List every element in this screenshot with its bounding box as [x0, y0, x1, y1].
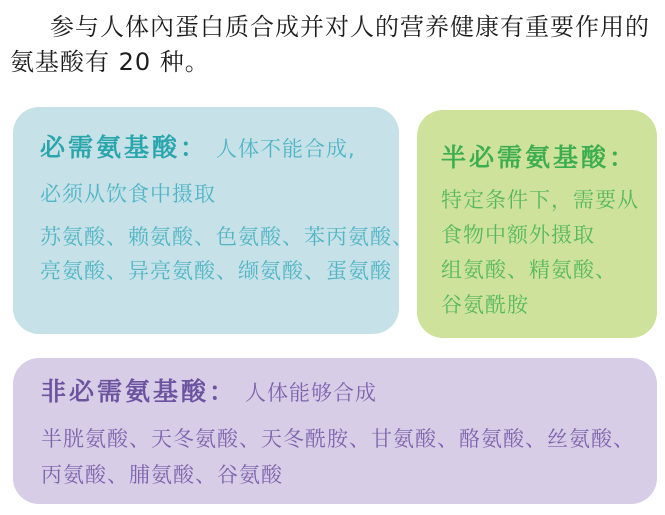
essential-card-list-line-1: 苏氨酸、赖氨酸、色氨酸、苯丙氨酸、: [40, 225, 414, 249]
non-essential-card-list-line-1: 半胱氨酸、天冬氨酸、天冬酰胺、甘氨酸、酪氨酸、丝氨酸、: [41, 427, 635, 451]
non-essential-card-list-line-2: 丙氨酸、脯氨酸、谷氨酸: [41, 463, 283, 487]
essential-card-headline: [40, 133, 389, 166]
essential-card-title: 必需氨基酸：: [40, 133, 209, 162]
non-essential-card-desc-line-1: 人体能够合成: [245, 381, 378, 405]
essential-card-desc-line-2: 必须从饮食中摄取: [40, 182, 216, 206]
essential-amino-acids-card: [13, 107, 414, 334]
essential-card-desc-line-1: 人体不能合成,: [216, 137, 356, 161]
non-essential-card-headline: [41, 376, 647, 411]
intro-paragraph: [10, 10, 658, 80]
essential-card-list-line-2: 亮氨酸、异亮氨酸、缬氨酸、蛋氨酸: [40, 259, 392, 283]
semi-essential-card-list-line-1: 组氨酸、精氨酸、: [441, 258, 617, 282]
semi-essential-amino-acids-card: [417, 110, 657, 338]
non-essential-amino-acids-card: [13, 358, 657, 504]
semi-essential-card-desc-line-1: 特定条件下，需要从: [441, 188, 639, 212]
intro-text-line-1: 参与人体內蛋白质合成并对人的营养健康有重要作用的: [50, 13, 650, 41]
non-essential-card-title: 非必需氨基酸：: [41, 377, 238, 406]
semi-essential-card-desc-line-2: 食物中额外摄取: [441, 223, 595, 247]
intro-text-line-2: 氨基酸有 20 种。: [10, 48, 210, 76]
semi-essential-card-list-line-2: 谷氨酰胺: [441, 293, 529, 317]
semi-essential-card-title: 半必需氨基酸：: [441, 143, 638, 172]
